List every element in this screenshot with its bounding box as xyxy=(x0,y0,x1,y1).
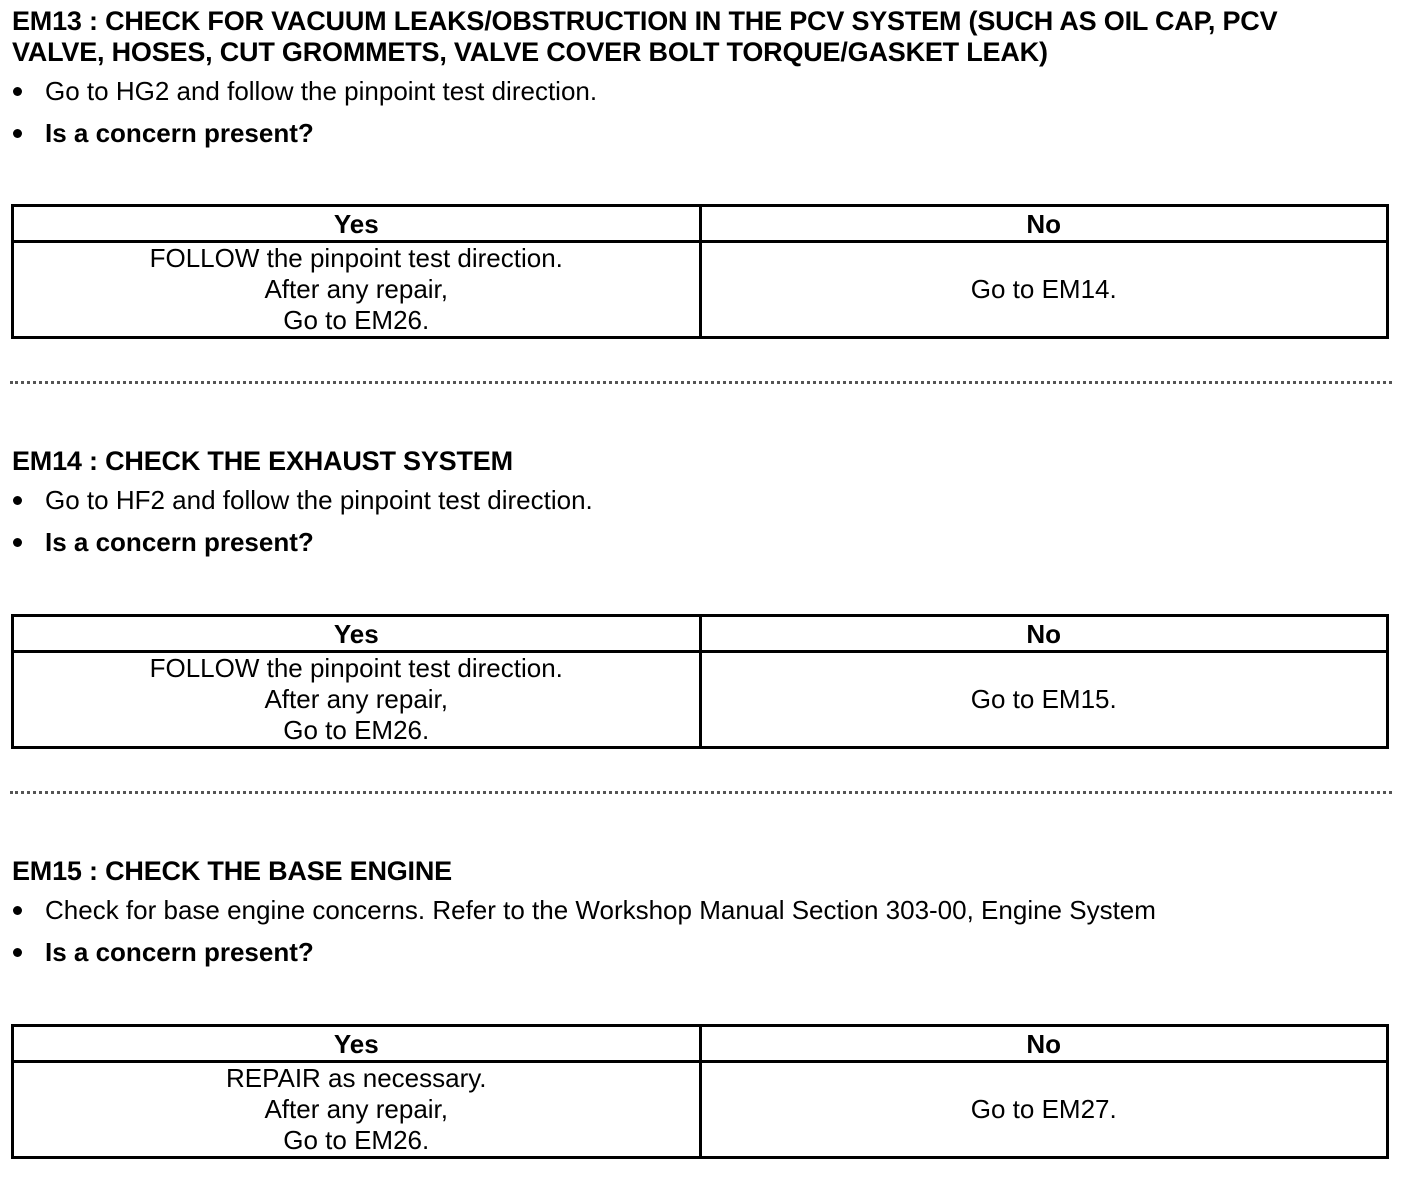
yes-action-line: Go to EM26. xyxy=(283,715,430,745)
step-title: EM15 : CHECK THE BASE ENGINE xyxy=(12,856,452,886)
step-em14 xyxy=(12,446,1392,563)
step-em13 xyxy=(12,6,1392,154)
no-header: No xyxy=(700,616,1388,652)
bullet-dot-icon xyxy=(13,538,22,547)
instruction-list xyxy=(12,889,1392,973)
section-divider xyxy=(10,381,1392,384)
yes-header: Yes xyxy=(13,616,701,652)
decision-table-em13 xyxy=(11,204,1389,339)
no-header: No xyxy=(700,206,1388,242)
question-item xyxy=(12,521,1392,563)
question-text: Is a concern present? xyxy=(45,118,314,148)
bullet-dot-icon xyxy=(13,496,22,505)
step-title-line: VALVE, HOSES, CUT GROMMETS, VALVE COVER BOLT TORQUE/GASKET LEAK) xyxy=(12,37,1048,67)
no-header: No xyxy=(700,1026,1388,1062)
step-title-line: EM13 : CHECK FOR VACUUM LEAKS/OBSTRUCTION IN THE PCV SYSTEM (SUCH AS OIL CAP, PCV xyxy=(12,6,1278,36)
yes-action-cell xyxy=(13,1062,701,1158)
step-em15 xyxy=(12,856,1392,973)
decision-table-em14 xyxy=(11,614,1389,749)
instruction-item xyxy=(12,889,1392,931)
instruction-text: Go to HG2 and follow the pinpoint test direction. xyxy=(45,76,598,106)
instruction-list xyxy=(12,479,1392,563)
step-title: EM14 : CHECK THE EXHAUST SYSTEM xyxy=(12,446,513,476)
yes-action-cell xyxy=(13,242,701,338)
instruction-list xyxy=(12,70,1392,154)
question-text: Is a concern present? xyxy=(45,937,314,967)
yes-action-line: FOLLOW the pinpoint test direction. xyxy=(149,243,563,273)
yes-header: Yes xyxy=(13,1026,701,1062)
instruction-item xyxy=(12,70,1392,112)
decision-table-em15 xyxy=(11,1024,1389,1159)
instruction-item xyxy=(12,479,1392,521)
step-title xyxy=(12,6,1392,68)
section-divider xyxy=(10,791,1392,794)
bullet-dot-icon xyxy=(13,906,22,915)
no-action-cell: Go to EM14. xyxy=(700,242,1388,338)
yes-action-line: FOLLOW the pinpoint test direction. xyxy=(149,653,563,683)
yes-action-cell xyxy=(13,652,701,748)
yes-action-line: After any repair, xyxy=(264,1094,449,1124)
yes-action-line: After any repair, xyxy=(264,684,449,714)
no-action-cell: Go to EM27. xyxy=(700,1062,1388,1158)
no-action-cell: Go to EM15. xyxy=(700,652,1388,748)
question-item xyxy=(12,931,1392,973)
question-item xyxy=(12,112,1392,154)
yes-action-line: After any repair, xyxy=(264,274,449,304)
question-text: Is a concern present? xyxy=(45,527,314,557)
yes-header: Yes xyxy=(13,206,701,242)
instruction-text: Check for base engine concerns. Refer to the Workshop Manual Section 303-00, Engine System xyxy=(45,895,1156,925)
yes-action-line: Go to EM26. xyxy=(283,1125,430,1155)
instruction-text: Go to HF2 and follow the pinpoint test direction. xyxy=(45,485,593,515)
bullet-dot-icon xyxy=(13,87,22,96)
bullet-dot-icon xyxy=(13,948,22,957)
yes-action-line: REPAIR as necessary. xyxy=(225,1063,487,1093)
bullet-dot-icon xyxy=(13,129,22,138)
yes-action-line: Go to EM26. xyxy=(283,305,430,335)
